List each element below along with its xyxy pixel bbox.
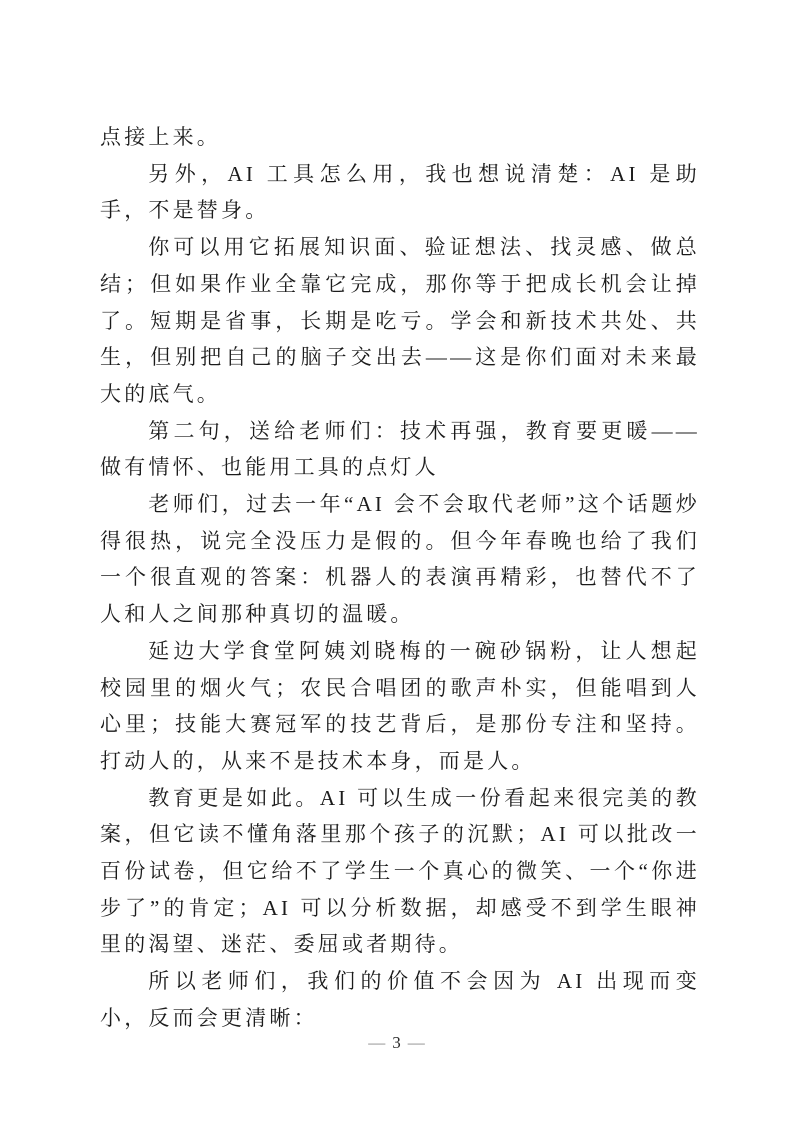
footer-right-dash: — [407, 1033, 425, 1052]
paragraph-continuation: 点接上来。 [100, 125, 221, 149]
footer-left-dash: — [368, 1033, 386, 1052]
paragraph-education-even-more: 教育更是如此。AI 可以生成一份看起来很完美的教案，但它读不懂角落里那个孩子的沉默；AI 可以批改一百份试卷，但它给不了学生一个真心的微笑、一个“你进步了”的肯定；AI 可以分析数据，却感受不到学生眼神里的渴望、迷茫、委屈或者期待。 [100, 785, 700, 957]
page-footer [0, 1031, 793, 1055]
page-number: 3 [392, 1033, 401, 1052]
paragraph-examples: 延边大学食堂阿姨刘晓梅的一碗砂锅粉，让人想起校园里的烟火气；农民合唱团的歌声朴实，但能唱到人心里；技能大赛冠军的技艺背后，是那份专注和坚持。打动人的，从来不是技术本身，而是人。 [100, 638, 700, 773]
paragraph-teachers-value: 所以老师们，我们的价值不会因为 AI 出现而变小，反而会更清晰： [100, 969, 700, 1030]
paragraph-ai-tool-intro: 另外，AI 工具怎么用，我也想说清楚：AI 是助手，不是替身。 [100, 161, 700, 223]
paragraph-students-advice: 你可以用它拓展知识面、验证想法、找灵感、做总结；但如果作业全靠它完成，那你等于把成长机会让掉了。短期是省事，长期是吃亏。学会和新技术共处、共生，但别把自己的脑子交出去——这是你们面对未来最大的底气。 [100, 235, 700, 406]
paragraph-second-sentence-heading: 第二句，送给老师们：技术再强，教育要更暖——做有情怀、也能用工具的点灯人 [100, 418, 700, 480]
paragraph-teachers-topic: 老师们，过去一年“AI 会不会取代老师”这个话题炒得很热，说完全没压力是假的。但今年春晚也给了我们一个很直观的答案：机器人的表演再精彩，也替代不了人和人之间那种真切的温暖。 [100, 492, 700, 627]
document-body [100, 119, 700, 1037]
